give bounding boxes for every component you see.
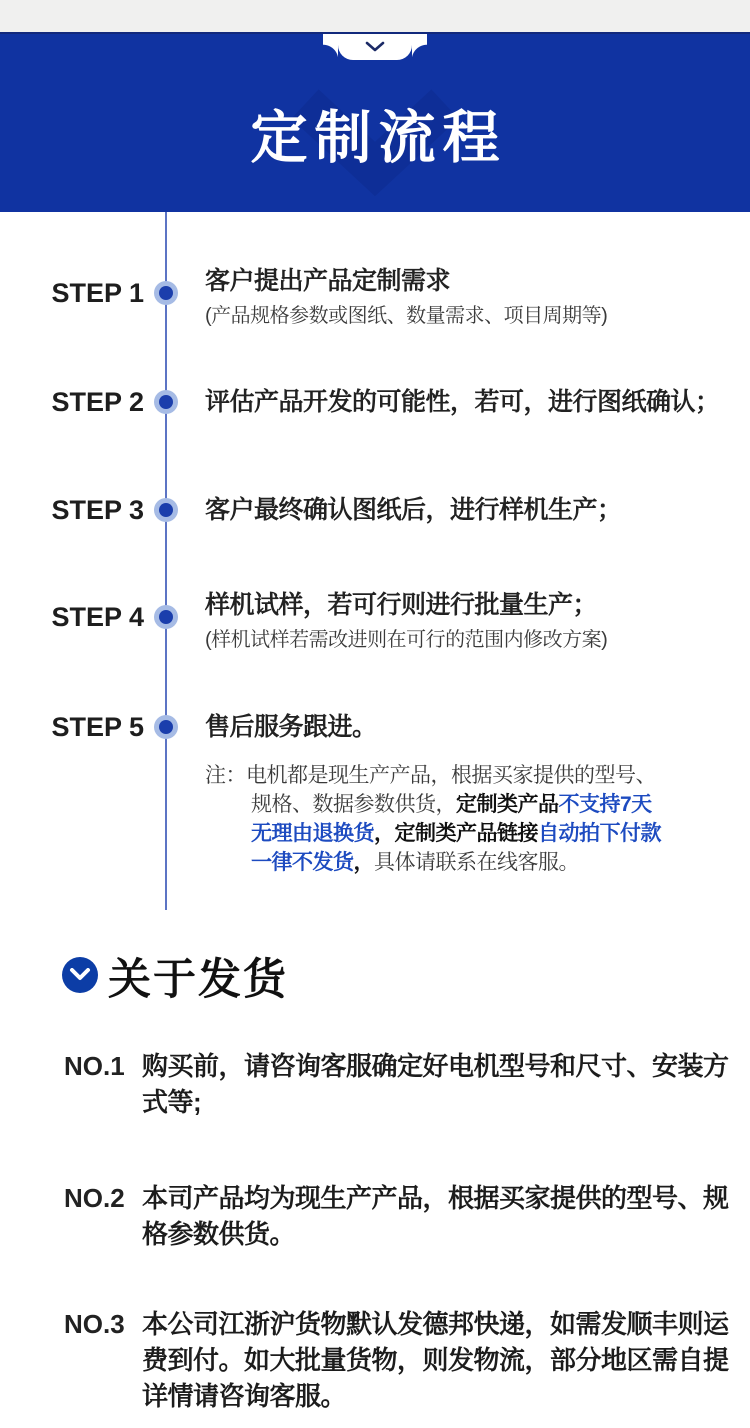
step-1-title: 客户提出产品定制需求 [205,267,451,295]
step-dot-inner [159,503,173,517]
step-2-title: 评估产品开发的可能性，若可，进行图纸确认； [205,388,720,416]
text-line: 式等; [142,1087,202,1117]
text-line: 购买前，请咨询客服确定好电机型号和尺寸、安装方 [142,1051,729,1081]
step-1-subtitle: (产品规格参数或图纸、数量需求、项目周期等) [205,305,608,327]
step-2-dot [154,390,178,414]
text-line: 本公司江浙沪货物默认发德邦快递，如需发顺丰则运 [142,1309,729,1339]
step-1-label: STEP 1 [51,278,144,308]
text-line: 本司产品均为现生产产品，根据买家提供的型号、规 [142,1183,729,1213]
shipping-item-2-label: NO.2 [64,1183,125,1213]
note-segment: ， [374,822,395,845]
note-segment: ， [353,851,374,874]
shipping-item-1-label: NO.1 [64,1051,125,1081]
step-dot-inner [159,395,173,409]
note-segment: 一律不发货 [251,851,354,874]
step-1-dot [154,281,178,305]
process-timeline-line [165,212,167,910]
note-segment: 定制类产品 [456,793,559,816]
customization-note [205,761,685,877]
step-3-dot [154,498,178,522]
note-label: 注： [205,764,246,787]
chevron-down-icon [69,968,91,982]
shipping-item-3-label: NO.3 [64,1309,125,1339]
text-line: 格参数供货。 [142,1219,296,1249]
step-dot-inner [159,286,173,300]
note-line [205,819,685,848]
note-segment: 具体请联系在线客服。 [374,851,579,874]
section-title-custom-process: 定制流程 [250,106,507,170]
notch-shoulder-right [412,34,427,60]
shipping-section-bullet-icon [62,957,98,993]
note-line [205,790,685,819]
step-4-subtitle: (样机试样若需改进则在可行的范围内修改方案) [205,629,608,651]
step-dot-inner [159,720,173,734]
note-segment: 自动拍下付款 [538,822,661,845]
custom-process-banner [0,32,750,212]
shipping-item-2-text [142,1180,742,1252]
step-5-label: STEP 5 [51,712,144,742]
notch-shoulder-left [323,34,338,60]
step-5-title: 售后服务跟进。 [205,713,377,741]
note-segment: 定制类产品链接 [394,822,538,845]
step-2-label: STEP 2 [51,387,144,417]
step-4-label: STEP 4 [51,602,144,632]
note-line [205,761,685,790]
note-line [205,848,685,877]
collapse-tab[interactable] [338,34,412,60]
note-segment: 无理由退换货 [251,822,374,845]
shipping-section-title: 关于发货 [108,956,288,1004]
chevron-down-icon[interactable] [365,41,385,53]
note-segment: 不支持7天 [558,793,652,816]
text-line: 费到付。如大批量货物，则发物流，部分地区需自提 [142,1345,729,1375]
step-3-title: 客户最终确认图纸后，进行样机生产； [205,496,622,524]
note-segment: 规格、数据参数供货， [251,793,456,816]
step-4-dot [154,605,178,629]
step-4-title: 样机试样，若可行则进行批量生产； [205,591,598,619]
shipping-item-3-text [142,1306,742,1414]
shipping-item-1-text [142,1048,742,1120]
text-line: 详情请咨询客服。 [142,1381,347,1411]
page-top-strip [0,0,750,32]
step-dot-inner [159,610,173,624]
step-5-dot [154,715,178,739]
step-3-label: STEP 3 [51,495,144,525]
note-segment: 电机都是现生产产品，根据买家提供的型号、 [246,764,656,787]
